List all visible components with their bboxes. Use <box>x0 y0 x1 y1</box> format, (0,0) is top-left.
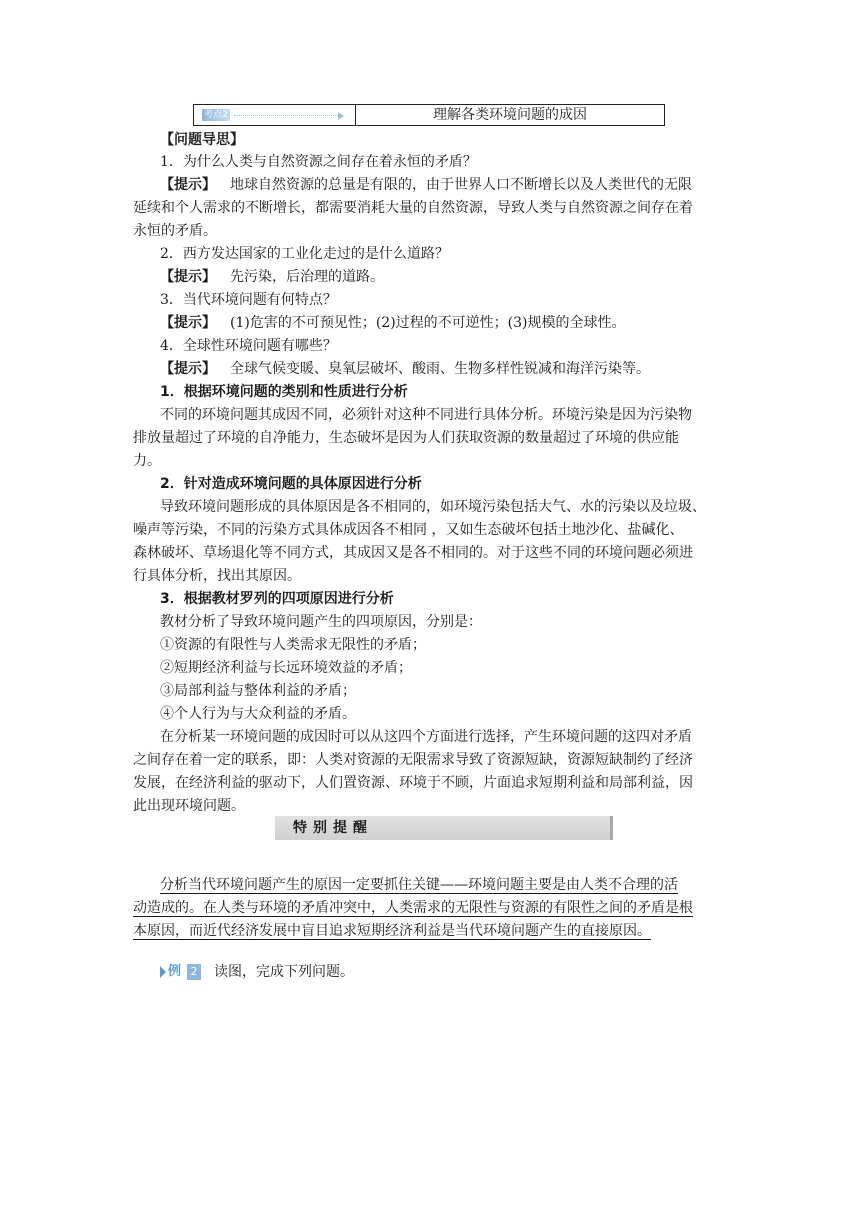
method-2-line: 噪声等污染，不同的污染方式具体成因各不相同 ，又如生态破坏包括土地沙化、盐碱化、 <box>133 522 684 538</box>
special-reminder-title: 特别提醒 <box>293 820 373 836</box>
topic-badge: 考点2 <box>202 109 230 121</box>
special-reminder-banner <box>275 816 613 840</box>
answer-2: 【提示】 先污染，后治理的道路。 <box>160 269 384 285</box>
section-header-badge-cell <box>194 105 356 125</box>
method-1-line: 不同的环境问题其成因不同，必须针对这种不同进行具体分析。环境污染是因为污染物 <box>160 407 692 423</box>
guide-heading: 【问题导思】 <box>160 132 244 148</box>
example-label: 例 <box>168 964 182 979</box>
method-2-line: 森林破坏、草场退化等不同方式，其成因又是各不相同的。对于这些不同的环境问题必须进 <box>133 545 693 561</box>
section-title: 理解各类环境问题的成因 <box>433 107 587 123</box>
dotted-arrow-line <box>234 115 338 116</box>
hint-label: 【提示】 <box>160 177 216 193</box>
section-header <box>193 104 665 126</box>
reminder-line: 本原因，而近代经济发展中盲目追求短期经济利益是当代环境问题产生的直接原因。 <box>133 923 651 939</box>
method-3-line: 发展，在经济利益的驱动下，人们置资源、环境于不顾，片面追求短期利益和局部利益，因 <box>133 775 693 791</box>
method-2-title: 2．针对造成环境问题的具体原因进行分析 <box>160 476 422 492</box>
method-3-list-item: ④个人行为与大众利益的矛盾。 <box>160 706 356 722</box>
method-3-list-item: ③局部利益与整体利益的矛盾； <box>160 683 356 699</box>
question-3: 3．当代环境问题有何特点？ <box>160 292 337 308</box>
answer-1-line-1: 【提示】 地球自然资源的总量是有限的，由于世界人口不断增长以及人类世代的无限 <box>160 177 692 193</box>
method-3-list-item: ①资源的有限性与人类需求无限性的矛盾； <box>160 637 426 653</box>
answer-1-line-2: 延续和个人需求的不断增长，都需要消耗大量的自然资源，导致人类与自然资源之间存在着 <box>133 200 693 216</box>
method-1-title: 1．根据环境问题的类别和性质进行分析 <box>160 384 408 400</box>
method-1-line: 排放量超过了环境的自净能力，生态破坏是因为人们获取资源的数量超过了环境的供应能 <box>133 430 679 446</box>
method-2-line: 行具体分析，找出其原因。 <box>133 568 301 584</box>
hint-label: 【提示】 <box>160 269 216 285</box>
question-4: 4．全球性环境问题有哪些？ <box>160 338 337 354</box>
example-2 <box>160 961 354 983</box>
method-3-list-item: ②短期经济利益与长远环境效益的矛盾； <box>160 660 412 676</box>
method-3-line: 在分析某一环境问题的成因时可以从这四个方面进行选择，产生环境问题的这四对矛盾 <box>160 729 692 745</box>
hint-label: 【提示】 <box>160 315 216 331</box>
method-3-line: 之间存在着一定的联系，即：人类对资源的无限需求导致了资源短缺，资源短缺制约了经济 <box>133 752 693 768</box>
method-3-title: 3．根据教材罗列的四项原因进行分析 <box>160 591 394 607</box>
triangle-right-icon <box>160 966 166 978</box>
answer-3: 【提示】 (1)危害的不可预见性；(2)过程的不可逆性；(3)规模的全球性。 <box>160 315 626 331</box>
example-text: 读图，完成下列问题。 <box>214 964 354 980</box>
question-1: 1．为什么人类与自然资源之间存在着永恒的矛盾？ <box>160 154 477 170</box>
example-number: 2 <box>187 964 201 980</box>
answer-1-line-3: 永恒的矛盾。 <box>133 223 217 239</box>
method-3-line: 此出现环境问题。 <box>133 798 245 814</box>
method-3-line: 教材分析了导致环境问题产生的四项原因，分别是： <box>160 614 482 630</box>
arrow-right-icon <box>338 112 344 120</box>
hint-label: 【提示】 <box>160 361 216 377</box>
method-2-line: 导致环境问题形成的具体原因是各不相同的，如环境污染包括大气、水的污染以及垃圾、 <box>160 499 706 515</box>
example-badge <box>160 963 204 981</box>
question-2: 2．西方发达国家的工业化走过的是什么道路？ <box>160 246 449 262</box>
reminder-line: 分析当代环境问题产生的原因一定要抓住关键——环境问题主要是由人类不合理的活 <box>160 877 678 893</box>
method-1-line: 力。 <box>133 453 161 469</box>
answer-4: 【提示】 全球气候变暖、臭氧层破坏、酸雨、生物多样性锐减和海洋污染等。 <box>160 361 650 377</box>
reminder-line: 动造成的。在人类与环境的矛盾冲突中，人类需求的无限性与资源的有限性之间的矛盾是根 <box>133 900 693 916</box>
